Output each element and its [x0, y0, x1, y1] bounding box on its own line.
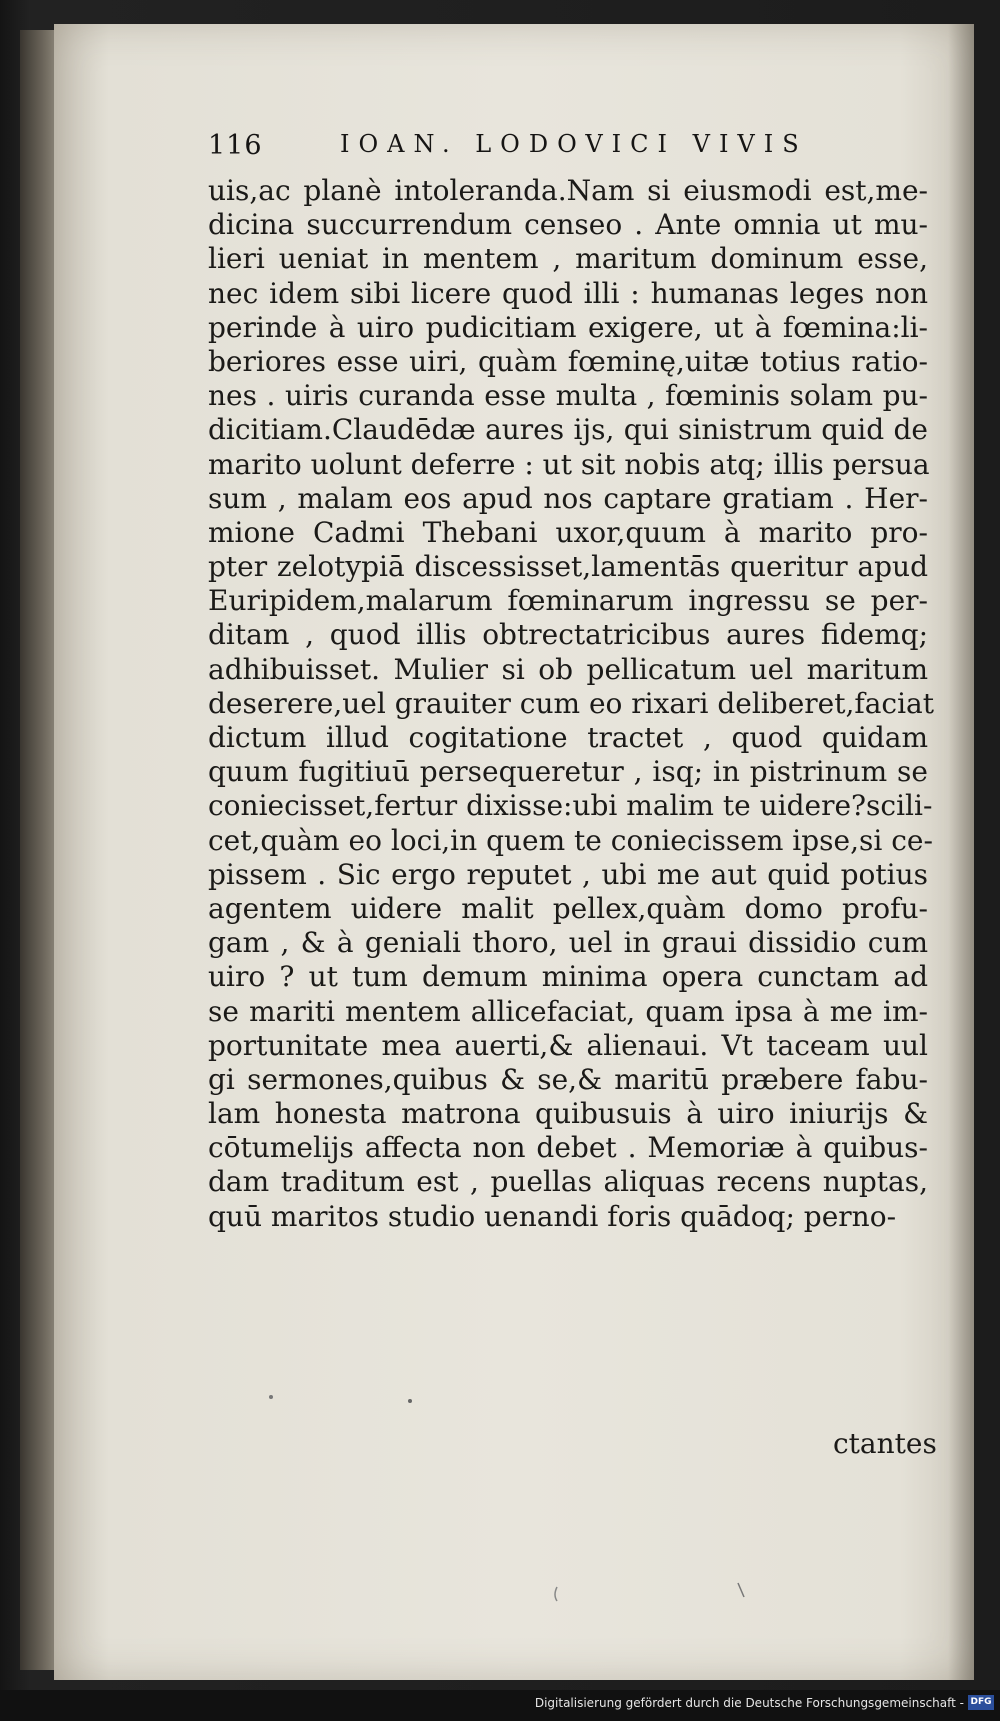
- text-line: dam traditum est , puellas aliquas recens nuptas,: [208, 1165, 928, 1199]
- text-line: coniecisset,fertur dixisse:ubi malim te uidere?scili-: [208, 789, 933, 823]
- footer-bar: [0, 1690, 1000, 1721]
- text-line: Euripidem,malarum fœminarum ingressu se per-: [208, 584, 928, 618]
- text-line: uis,ac planè intoleranda.Nam si eiusmodi est,me-: [208, 174, 928, 207]
- text-line: perinde à uiro pudicitiam exigere, ut à fœmina:li-: [208, 310, 928, 344]
- book-binding-edge: [20, 30, 58, 1670]
- text-line: quum fugitiuū persequeretur , isq; in pistrinum se: [208, 755, 928, 789]
- running-head: [208, 130, 928, 170]
- text-line: nes . uiris curanda esse multa , fœminis solam pu-: [208, 379, 928, 413]
- text-line: marito uolunt deferre : ut sit nobis atq; illis persua: [208, 447, 930, 481]
- body-text: [208, 174, 935, 1234]
- text-line: lam honesta matrona quibusuis à uiro iniurijs &: [208, 1097, 928, 1131]
- page-edge-shadow: [948, 24, 974, 1680]
- text-line: dicina succurrendum censeo . Ante omnia ut mu-: [208, 208, 928, 242]
- text-line: cōtumelijs affecta non debet . Memoriæ à quibus-: [208, 1131, 928, 1165]
- text-line: ditam , quod illis obtrectatricibus aures fidemq;: [208, 618, 928, 652]
- running-head-title: IOAN. LODOVICI VIVIS: [340, 130, 808, 158]
- text-line: se mariti mentem allicefaciat, quam ipsa à me im-: [208, 994, 928, 1028]
- text-line: gam , & à geniali thoro, uel in graui dissidio cum: [208, 926, 928, 960]
- footer-credit: Digitalisierung gefördert durch die Deutsche Forschungsgemeinschaft -: [534, 1696, 964, 1710]
- page-number: 116: [208, 130, 263, 161]
- text-line: dictum illud cogitatione tractet , quod quidam: [208, 721, 928, 754]
- text-line: uiro ? ut tum demum minima opera cunctam ad: [208, 960, 928, 994]
- text-line: beriores esse uiri, quàm fœminę,uitæ totius ratio-: [208, 344, 928, 378]
- text-line: portunitate mea auerti,& alienaui. Vt taceam uul: [208, 1028, 928, 1062]
- text-line: deserere,uel grauiter cum eo rixari deliberet,faciat: [208, 686, 935, 720]
- text-line: lieri ueniat in mentem , maritum dominum esse,: [208, 242, 928, 276]
- text-line: gi sermones,quibus & se,& maritū præbere fabu-: [208, 1062, 928, 1096]
- text-line: nec idem sibi licere quod illi : humanas leges non: [208, 276, 928, 310]
- text-line: mione Cadmi Thebani uxor,quum à marito pro-: [208, 515, 928, 549]
- text-line: agentem uidere malit pellex,quàm domo profu-: [208, 891, 928, 925]
- text-line: dicitiam.Claudēdæ aures ijs, qui sinistrum quid de: [208, 413, 928, 447]
- text-line: sum , malam eos apud nos captare gratiam . Her-: [208, 481, 928, 515]
- text-line: pter zelotypiā discessisset,lamentās queritur apud: [208, 550, 928, 584]
- text-line: adhibuisset. Mulier si ob pellicatum uel maritum: [208, 652, 928, 686]
- text-line: cet,quàm eo loci,in quem te coniecissem ipse,si ce-: [208, 823, 933, 857]
- dfg-logo: DFG: [968, 1695, 994, 1710]
- text-line: pissem . Sic ergo reputet , ubi me aut quid potius: [208, 857, 928, 891]
- text-line: quū maritos studio uenandi foris quādoq; perno-: [208, 1199, 897, 1233]
- catchword: ctantes: [833, 1427, 937, 1460]
